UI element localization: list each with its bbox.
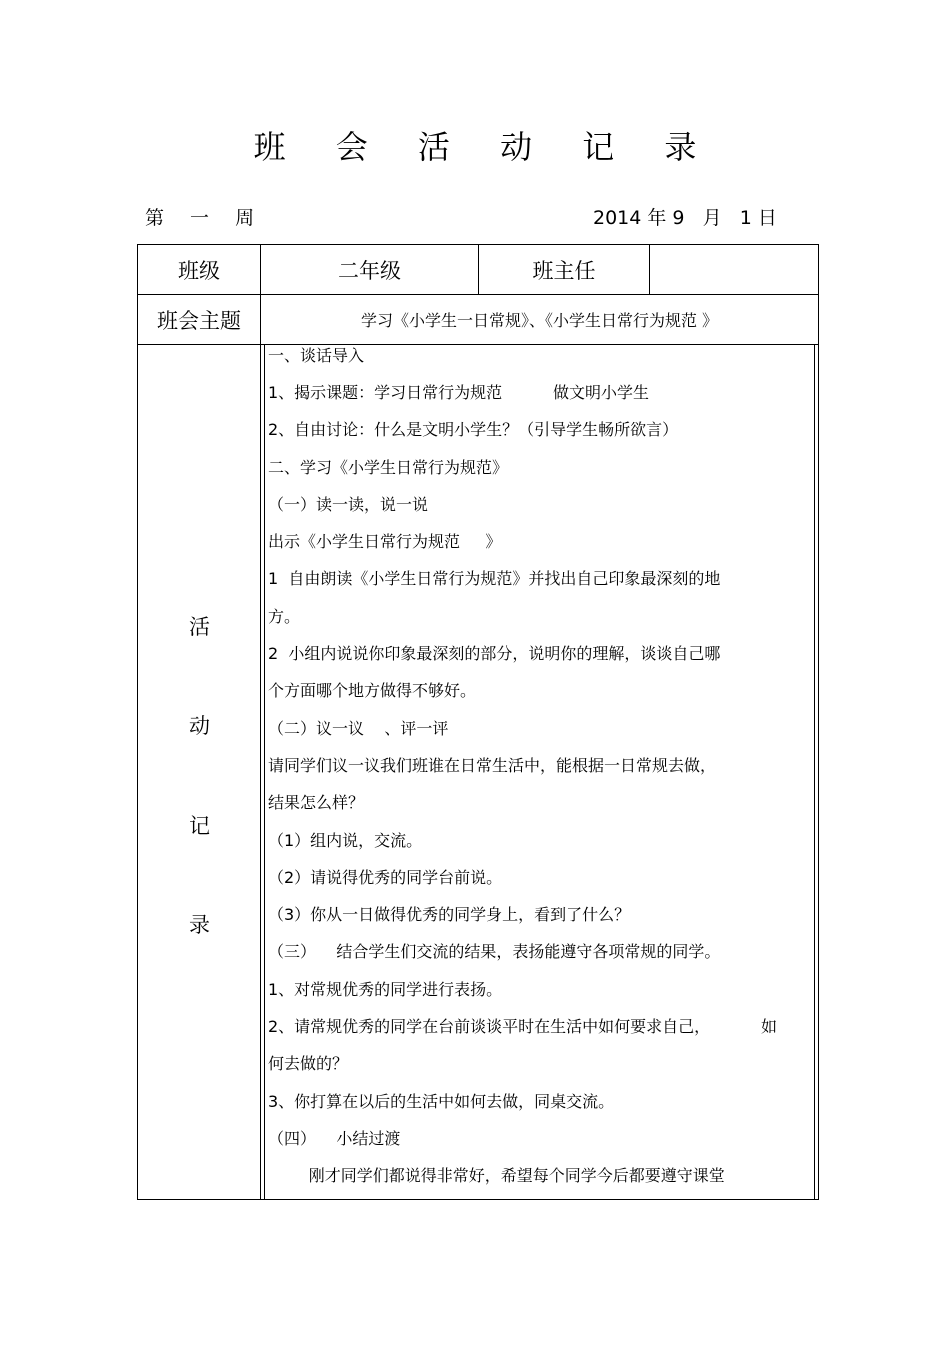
content-line: 请同学们议一议我们班谁在日常生活中，能根据一日常规去做， (268, 756, 717, 775)
activity-label-char: 记 (189, 814, 210, 838)
class-value: 二年级 (261, 245, 479, 294)
record-table (137, 244, 819, 1200)
content-line: （2）请说得优秀的同学台前说。 (268, 868, 503, 887)
activity-label-char: 录 (189, 913, 210, 937)
content-line: 结果怎么样？ (268, 793, 365, 812)
teacher-value (650, 245, 818, 294)
class-label: 班级 (138, 245, 261, 294)
content-line: （1）组内说，交流。 (268, 831, 423, 850)
content-line: 1、揭示课题：学习日常行为规范 做文明小学生 (268, 383, 650, 402)
class-row (138, 245, 818, 295)
content-line: 1、对常规优秀的同学进行表扬。 (268, 980, 503, 999)
activity-label (138, 345, 261, 1199)
cell-divider (264, 345, 265, 1199)
page-title: 班 会 活 动 记 录 (253, 128, 717, 166)
theme-label: 班会主题 (138, 295, 261, 344)
date-label: 2014 年 9 月 1 日 (593, 207, 777, 229)
activity-row (138, 345, 818, 1199)
activity-label-char: 动 (189, 714, 210, 738)
week-label: 第 一 周 (145, 207, 255, 229)
teacher-label: 班主任 (479, 245, 650, 294)
content-line: 方。 (268, 607, 301, 626)
content-line: 2 小组内说说你印象最深刻的部分，说明你的理解，谈谈自己哪 (268, 644, 721, 663)
theme-value: 学习《小学生一日常规》、《小学生日常行为规范 》 (360, 311, 719, 330)
content-line: （一）读一读，说一说 (268, 495, 429, 514)
content-line: （3）你从一日做得优秀的同学身上，看到了什么？ (268, 905, 631, 924)
content-line: 刚才同学们都说得非常好，希望每个同学今后都要遵守课堂 (268, 1166, 725, 1185)
content-line: 1 自由朗读《小学生日常行为规范》并找出自己印象最深刻的地 (268, 569, 721, 588)
content-line: 个方面哪个地方做得不够好。 (268, 681, 477, 700)
content-line: 3、你打算在以后的生活中如何去做，同桌交流。 (268, 1092, 615, 1111)
activity-label-char: 活 (189, 615, 210, 639)
content-line: 2、请常规优秀的同学在台前谈谈平时在生活中如何要求自己， 如 (268, 1017, 778, 1036)
content-line: 何去做的？ (268, 1054, 349, 1073)
theme-row (138, 295, 818, 345)
content-line: （二）议一议 、评一评 (268, 719, 449, 738)
content-line: 2、自由讨论：什么是文明小学生？（引导学生畅所欲言） (268, 420, 679, 439)
activity-content (261, 345, 815, 1199)
content-line: （四） 小结过渡 (268, 1129, 401, 1148)
content-line: 出示《小学生日常行为规范 》 (268, 532, 502, 551)
content-line: 一、谈话导入 (268, 346, 365, 365)
content-line: 二、学习《小学生日常行为规范》 (268, 458, 509, 477)
content-line: （三） 结合学生们交流的结果，表扬能遵守各项常规的同学。 (268, 942, 721, 961)
